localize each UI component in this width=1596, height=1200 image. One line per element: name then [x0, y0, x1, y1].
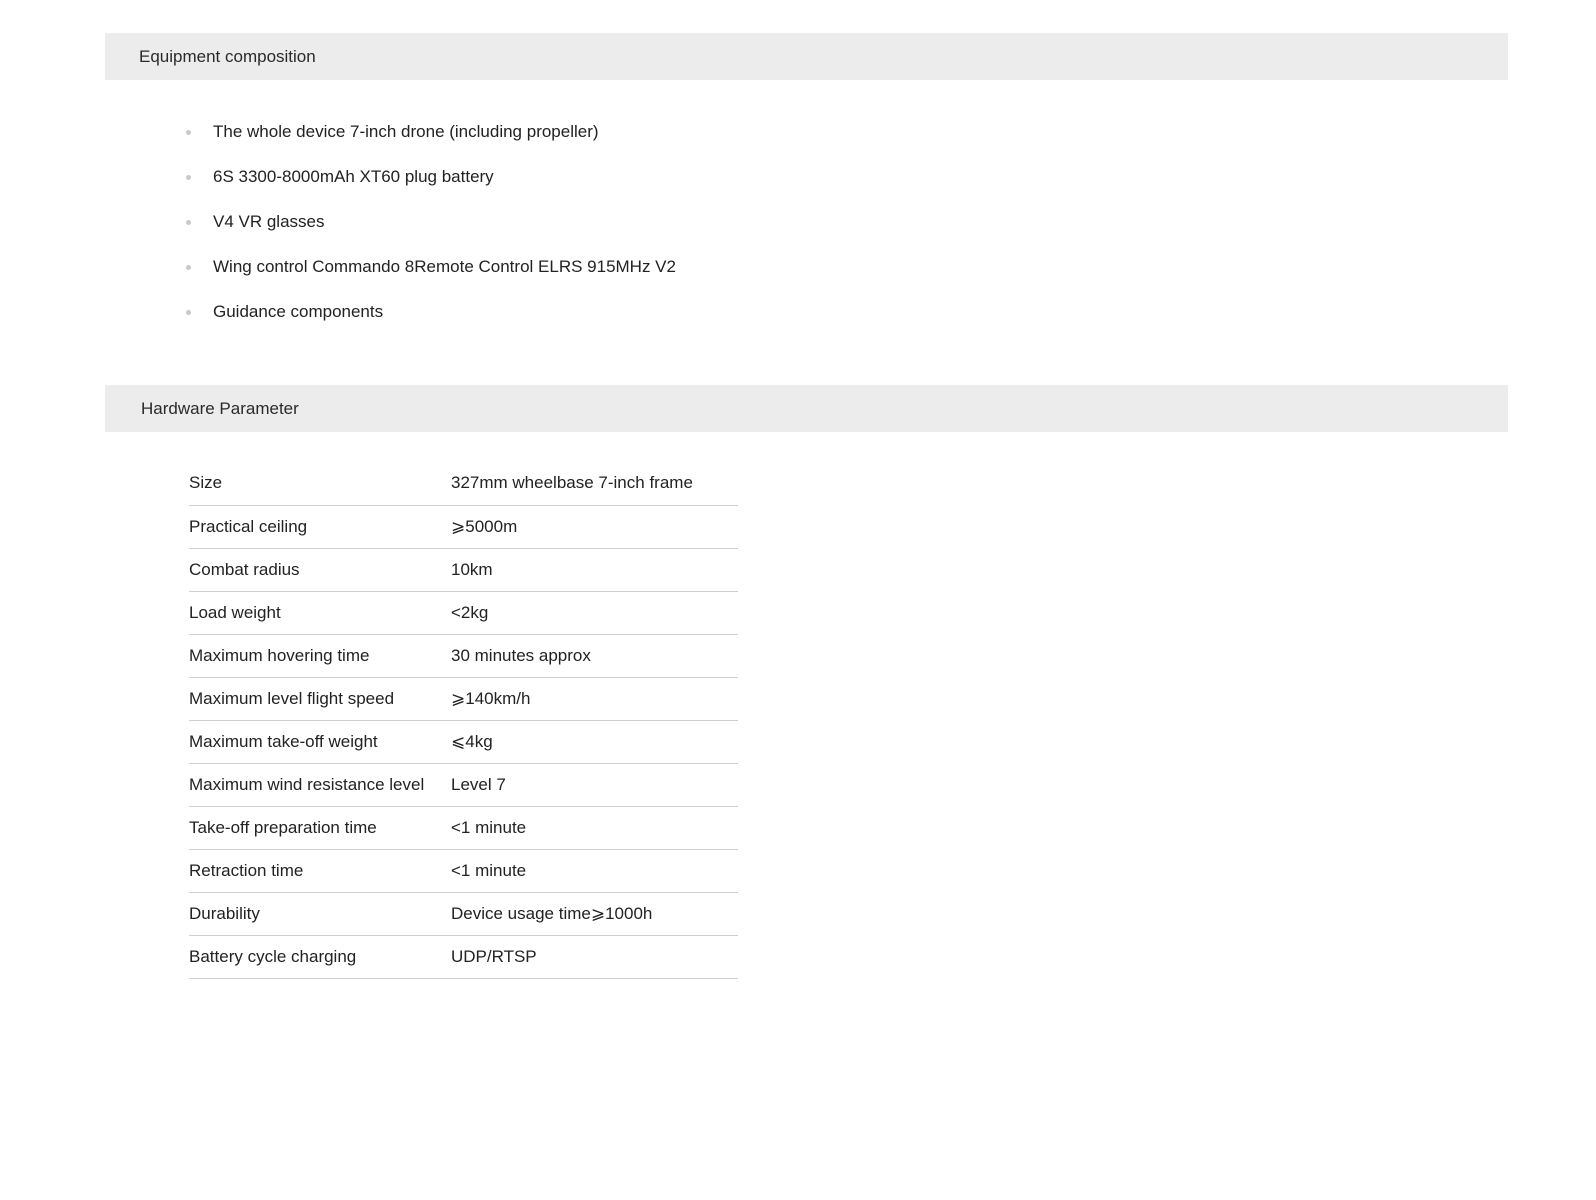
equipment-list-item	[183, 212, 676, 257]
param-value: <1 minute	[451, 849, 738, 892]
table-row	[189, 677, 738, 720]
equipment-list-item	[183, 302, 676, 347]
equipment-section-title: Equipment composition	[139, 46, 316, 66]
param-label: Practical ceiling	[189, 505, 451, 548]
param-value: ⩽4kg	[451, 720, 738, 763]
table-row	[189, 892, 738, 935]
param-value: 10km	[451, 548, 738, 591]
param-value: Level 7	[451, 763, 738, 806]
param-label: Maximum level flight speed	[189, 677, 451, 720]
hardware-parameter-table	[189, 462, 738, 979]
param-value: ⩾140km/h	[451, 677, 738, 720]
table-row	[189, 462, 738, 505]
bullet-icon	[186, 310, 191, 315]
param-value: Device usage time⩾1000h	[451, 892, 738, 935]
table-row	[189, 935, 738, 978]
equipment-list	[183, 122, 676, 347]
bullet-icon	[186, 130, 191, 135]
bullet-icon	[186, 265, 191, 270]
hardware-section-header	[105, 385, 1508, 432]
equipment-item-text: V4 VR glasses	[213, 212, 325, 231]
table-row	[189, 806, 738, 849]
param-label: Load weight	[189, 591, 451, 634]
param-label: Take-off preparation time	[189, 806, 451, 849]
param-label: Size	[189, 462, 451, 505]
table-row	[189, 634, 738, 677]
param-label: Maximum hovering time	[189, 634, 451, 677]
param-label: Battery cycle charging	[189, 935, 451, 978]
param-label: Maximum take-off weight	[189, 720, 451, 763]
table-row	[189, 548, 738, 591]
param-value: <2kg	[451, 591, 738, 634]
bullet-icon	[186, 220, 191, 225]
table-row	[189, 763, 738, 806]
param-label: Durability	[189, 892, 451, 935]
equipment-section-header	[105, 33, 1508, 80]
equipment-list-item	[183, 167, 676, 212]
param-value: 30 minutes approx	[451, 634, 738, 677]
param-label: Combat radius	[189, 548, 451, 591]
param-value: <1 minute	[451, 806, 738, 849]
param-value: ⩾5000m	[451, 505, 738, 548]
equipment-item-text: The whole device 7-inch drone (including propeller)	[213, 122, 599, 141]
table-row	[189, 591, 738, 634]
table-row	[189, 720, 738, 763]
equipment-item-text: Guidance components	[213, 302, 384, 321]
param-value: UDP/RTSP	[451, 935, 738, 978]
param-label: Maximum wind resistance level	[189, 763, 451, 806]
hardware-section-title: Hardware Parameter	[141, 398, 299, 418]
equipment-item-text: Wing control Commando 8Remote Control ELRS 915MHz V2	[213, 257, 676, 276]
table-row	[189, 505, 738, 548]
equipment-list-item	[183, 257, 676, 302]
param-value: 327mm wheelbase 7-inch frame	[451, 462, 738, 505]
bullet-icon	[186, 175, 191, 180]
equipment-list-item	[183, 122, 676, 167]
table-row	[189, 849, 738, 892]
param-label: Retraction time	[189, 849, 451, 892]
equipment-item-text: 6S 3300-8000mAh XT60 plug battery	[213, 167, 494, 186]
